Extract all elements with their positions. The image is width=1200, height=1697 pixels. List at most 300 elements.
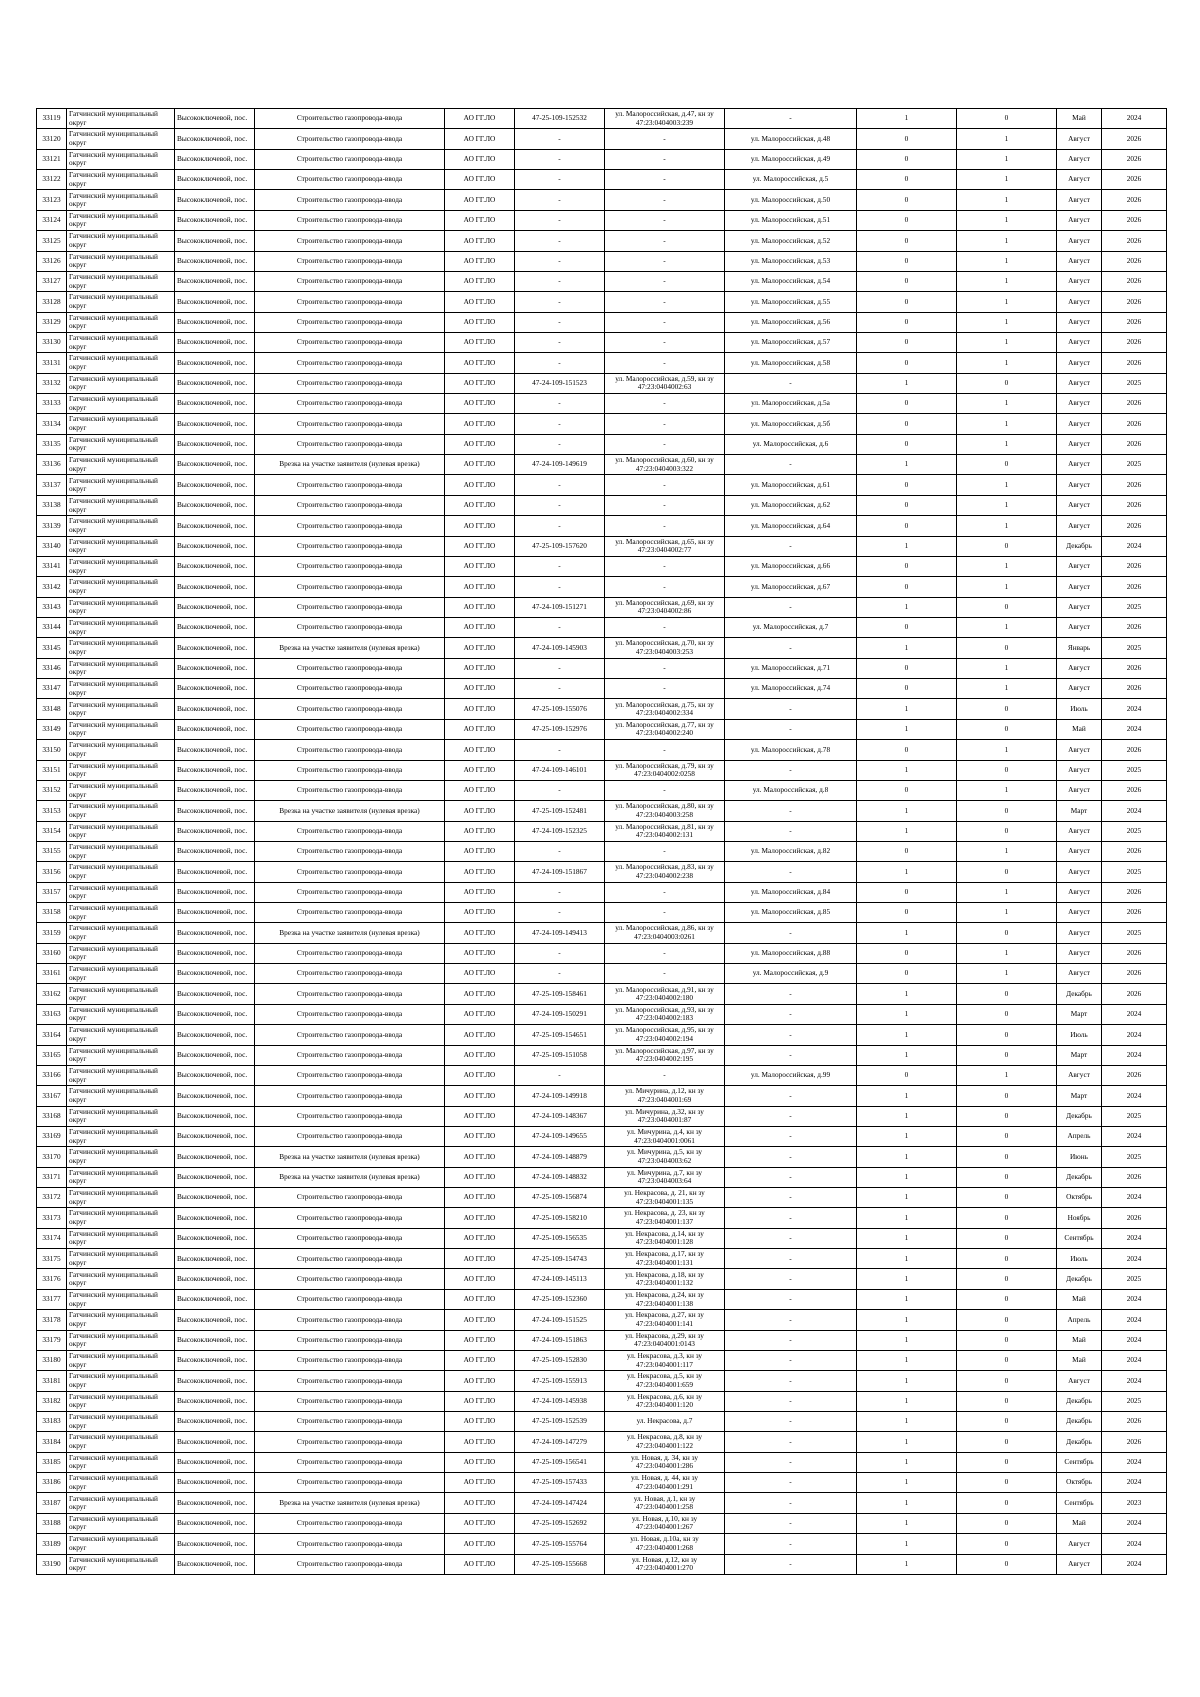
organization-cell: АО ГГ.ЛО [445,414,515,434]
month-cell: Август [1057,903,1102,923]
count-a-cell: 1 [857,862,957,882]
work-type-cell: Строительство газопровода-ввода [255,903,445,923]
count-a-cell: 0 [857,129,957,149]
table-row [37,271,1167,291]
table-row [37,1371,1167,1391]
work-type-cell: Строительство газопровода-ввода [255,353,445,373]
cadastral-address-cell: ул. Новая, д.10а, кн зу 47:23:0404001:268 [605,1534,725,1554]
table-row [37,740,1167,760]
organization-cell: АО ГГ.ЛО [445,1534,515,1554]
table-row [37,312,1167,332]
year-cell: 2026 [1102,1208,1167,1228]
month-cell: Август [1057,658,1102,678]
application-number-cell: - [515,780,605,800]
row-number: 33182 [37,1391,67,1411]
settlement-cell: Высокоключевой, пос. [175,903,255,923]
planned-address-cell: - [725,638,857,658]
organization-cell: АО ГГ.ЛО [445,1371,515,1391]
organization-cell: АО ГГ.ЛО [445,1412,515,1432]
table-row [37,617,1167,637]
table-row [37,475,1167,495]
cadastral-address-cell: ул. Мичурина, д.32, кн зу 47:23:0404001:87 [605,1106,725,1126]
settlement-cell: Высокоключевой, пос. [175,1452,255,1472]
settlement-cell: Высокоключевой, пос. [175,577,255,597]
month-cell: Август [1057,841,1102,861]
count-b-cell: 0 [957,1412,1057,1432]
table-row [37,882,1167,902]
month-cell: Август [1057,251,1102,271]
table-row [37,495,1167,515]
district-cell: Гатчинский муниципальный округ [67,821,175,841]
cadastral-address-cell: ул. Некрасова, д.18, кн зу 47:23:0404001:132 [605,1269,725,1289]
month-cell: Декабрь [1057,984,1102,1004]
row-number: 33178 [37,1310,67,1330]
organization-cell: АО ГГ.ЛО [445,210,515,230]
district-cell: Гатчинский муниципальный округ [67,1534,175,1554]
settlement-cell: Высокоключевой, пос. [175,1289,255,1309]
year-cell: 2025 [1102,638,1167,658]
work-type-cell: Строительство газопровода-ввода [255,495,445,515]
district-cell: Гатчинский муниципальный округ [67,170,175,190]
row-number: 33125 [37,231,67,251]
table-row [37,1065,1167,1085]
application-number-cell: 47-25-109-158210 [515,1208,605,1228]
application-number-cell: 47-24-109-145903 [515,638,605,658]
count-b-cell: 0 [957,1188,1057,1208]
application-number-cell: - [515,353,605,373]
planned-address-cell: ул. Малороссийская, д.88 [725,943,857,963]
row-number: 33181 [37,1371,67,1391]
count-a-cell: 1 [857,1249,957,1269]
organization-cell: АО ГГ.ЛО [445,1188,515,1208]
district-cell: Гатчинский муниципальный округ [67,760,175,780]
month-cell: Апрель [1057,1126,1102,1146]
planned-address-cell: - [725,1249,857,1269]
settlement-cell: Высокоключевой, пос. [175,1004,255,1024]
month-cell: Август [1057,373,1102,393]
count-a-cell: 1 [857,1188,957,1208]
settlement-cell: Высокоключевой, пос. [175,1065,255,1085]
work-type-cell: Строительство газопровода-ввода [255,1391,445,1411]
row-number: 33187 [37,1493,67,1513]
count-a-cell: 1 [857,373,957,393]
application-number-cell: - [515,129,605,149]
cadastral-address-cell: - [605,903,725,923]
year-cell: 2026 [1102,394,1167,414]
count-a-cell: 0 [857,434,957,454]
application-number-cell: - [515,617,605,637]
cadastral-address-cell: - [605,434,725,454]
year-cell: 2026 [1102,271,1167,291]
settlement-cell: Высокоключевой, пос. [175,1147,255,1167]
count-b-cell: 1 [957,1065,1057,1085]
cadastral-address-cell: ул. Малороссийская, д.69, кн зу 47:23:0404002:86 [605,597,725,617]
work-type-cell: Строительство газопровода-ввода [255,1045,445,1065]
district-cell: Гатчинский муниципальный округ [67,1106,175,1126]
work-type-cell: Строительство газопровода-ввода [255,862,445,882]
cadastral-address-cell: - [605,556,725,576]
work-type-cell: Строительство газопровода-ввода [255,312,445,332]
count-a-cell: 1 [857,1391,957,1411]
row-number: 33139 [37,516,67,536]
month-cell: Август [1057,394,1102,414]
settlement-cell: Высокоключевой, пос. [175,841,255,861]
application-number-cell: 47-24-109-147279 [515,1432,605,1452]
settlement-cell: Высокоключевой, пос. [175,1330,255,1350]
district-cell: Гатчинский муниципальный округ [67,251,175,271]
count-a-cell: 0 [857,475,957,495]
planned-address-cell: - [725,373,857,393]
year-cell: 2026 [1102,231,1167,251]
district-cell: Гатчинский муниципальный округ [67,1391,175,1411]
district-cell: Гатчинский муниципальный округ [67,1513,175,1533]
table-row [37,516,1167,536]
organization-cell: АО ГГ.ЛО [445,617,515,637]
organization-cell: АО ГГ.ЛО [445,1208,515,1228]
cadastral-address-cell: - [605,292,725,312]
organization-cell: АО ГГ.ЛО [445,475,515,495]
count-a-cell: 0 [857,903,957,923]
application-number-cell: - [515,679,605,699]
application-number-cell: - [515,943,605,963]
organization-cell: АО ГГ.ЛО [445,984,515,1004]
application-number-cell: 47-25-109-152692 [515,1513,605,1533]
organization-cell: АО ГГ.ЛО [445,1493,515,1513]
year-cell: 2025 [1102,1269,1167,1289]
year-cell: 2026 [1102,556,1167,576]
district-cell: Гатчинский муниципальный округ [67,1147,175,1167]
district-cell: Гатчинский муниципальный округ [67,984,175,1004]
district-cell: Гатчинский муниципальный округ [67,292,175,312]
row-number: 33147 [37,679,67,699]
district-cell: Гатчинский муниципальный округ [67,231,175,251]
month-cell: Август [1057,516,1102,536]
settlement-cell: Высокоключевой, пос. [175,821,255,841]
application-number-cell: - [515,658,605,678]
work-type-cell: Строительство газопровода-ввода [255,129,445,149]
row-number: 33121 [37,149,67,169]
count-b-cell: 0 [957,536,1057,556]
count-b-cell: 0 [957,801,1057,821]
count-a-cell: 1 [857,1412,957,1432]
year-cell: 2026 [1102,475,1167,495]
work-type-cell: Строительство газопровода-ввода [255,699,445,719]
application-number-cell: 47-24-109-150291 [515,1004,605,1024]
organization-cell: АО ГГ.ЛО [445,1086,515,1106]
count-b-cell: 1 [957,394,1057,414]
planned-address-cell: - [725,1289,857,1309]
district-cell: Гатчинский муниципальный округ [67,149,175,169]
count-b-cell: 0 [957,1310,1057,1330]
table-row [37,679,1167,699]
planned-address-cell: - [725,1493,857,1513]
month-cell: Август [1057,1534,1102,1554]
application-number-cell: 47-24-109-146101 [515,760,605,780]
work-type-cell: Строительство газопровода-ввода [255,1025,445,1045]
month-cell: Август [1057,760,1102,780]
settlement-cell: Высокоключевой, пос. [175,780,255,800]
planned-address-cell: ул. Малороссийская, д.78 [725,740,857,760]
count-a-cell: 1 [857,1167,957,1187]
row-number: 33127 [37,271,67,291]
row-number: 33157 [37,882,67,902]
month-cell: Август [1057,312,1102,332]
application-number-cell: 47-24-109-151271 [515,597,605,617]
count-b-cell: 0 [957,109,1057,129]
work-type-cell: Строительство газопровода-ввода [255,719,445,739]
application-number-cell: - [515,841,605,861]
cadastral-address-cell: - [605,577,725,597]
application-number-cell: - [515,434,605,454]
district-cell: Гатчинский муниципальный округ [67,373,175,393]
organization-cell: АО ГГ.ЛО [445,353,515,373]
settlement-cell: Высокоключевой, пос. [175,190,255,210]
year-cell: 2026 [1102,353,1167,373]
planned-address-cell: - [725,1452,857,1472]
month-cell: Август [1057,414,1102,434]
year-cell: 2026 [1102,1167,1167,1187]
cadastral-address-cell: ул. Малороссийская, д.81, кн зу 47:23:0404002:131 [605,821,725,841]
work-type-cell: Строительство газопровода-ввода [255,210,445,230]
count-a-cell: 1 [857,1310,957,1330]
cadastral-address-cell: - [605,170,725,190]
document-page [36,108,1166,1575]
year-cell: 2024 [1102,1330,1167,1350]
district-cell: Гатчинский муниципальный округ [67,1228,175,1248]
year-cell: 2026 [1102,740,1167,760]
work-type-cell: Строительство газопровода-ввода [255,516,445,536]
cadastral-address-cell: ул. Малороссийская, д.97, кн зу 47:23:0404002:195 [605,1045,725,1065]
organization-cell: АО ГГ.ЛО [445,719,515,739]
month-cell: Август [1057,353,1102,373]
cadastral-address-cell: - [605,332,725,352]
cadastral-address-cell: - [605,149,725,169]
settlement-cell: Высокоключевой, пос. [175,760,255,780]
year-cell: 2026 [1102,251,1167,271]
row-number: 33130 [37,332,67,352]
cadastral-address-cell: - [605,312,725,332]
district-cell: Гатчинский муниципальный округ [67,414,175,434]
table-row [37,760,1167,780]
planned-address-cell: ул. Малороссийская, д.71 [725,658,857,678]
settlement-cell: Высокоключевой, пос. [175,353,255,373]
organization-cell: АО ГГ.ЛО [445,1126,515,1146]
planned-address-cell: - [725,1554,857,1574]
settlement-cell: Высокоключевой, пос. [175,1371,255,1391]
month-cell: Август [1057,1371,1102,1391]
row-number: 33164 [37,1025,67,1045]
count-b-cell: 0 [957,1269,1057,1289]
month-cell: Август [1057,495,1102,515]
cadastral-address-cell: ул. Новая, д. 44, кн зу 47:23:0404001:291 [605,1473,725,1493]
row-number: 33170 [37,1147,67,1167]
month-cell: Сентябрь [1057,1493,1102,1513]
work-type-cell: Врезка на участке заявителя (нулевая врезка) [255,638,445,658]
organization-cell: АО ГГ.ЛО [445,556,515,576]
settlement-cell: Высокоключевой, пос. [175,414,255,434]
count-b-cell: 1 [957,353,1057,373]
count-a-cell: 0 [857,271,957,291]
cadastral-address-cell: ул. Некрасова, д.17, кн зу 47:23:0404001:131 [605,1249,725,1269]
district-cell: Гатчинский муниципальный округ [67,1412,175,1432]
count-a-cell: 1 [857,1473,957,1493]
cadastral-address-cell: ул. Малороссийская, д.65, кн зу 47:23:0404002:77 [605,536,725,556]
count-a-cell: 1 [857,1004,957,1024]
settlement-cell: Высокоключевой, пос. [175,1106,255,1126]
year-cell: 2025 [1102,597,1167,617]
district-cell: Гатчинский муниципальный округ [67,780,175,800]
application-number-cell: 47-24-109-151867 [515,862,605,882]
work-type-cell: Строительство газопровода-ввода [255,231,445,251]
district-cell: Гатчинский муниципальный округ [67,1188,175,1208]
year-cell: 2026 [1102,1412,1167,1432]
settlement-cell: Высокоключевой, пос. [175,251,255,271]
year-cell: 2026 [1102,149,1167,169]
cadastral-address-cell: - [605,1065,725,1085]
count-b-cell: 1 [957,903,1057,923]
row-number: 33134 [37,414,67,434]
work-type-cell: Строительство газопровода-ввода [255,1310,445,1330]
year-cell: 2025 [1102,1147,1167,1167]
year-cell: 2025 [1102,923,1167,943]
count-b-cell: 0 [957,1106,1057,1126]
planned-address-cell: - [725,1004,857,1024]
count-b-cell: 0 [957,1371,1057,1391]
count-a-cell: 0 [857,577,957,597]
month-cell: Август [1057,149,1102,169]
work-type-cell: Строительство газопровода-ввода [255,679,445,699]
month-cell: Май [1057,1330,1102,1350]
planned-address-cell: - [725,1228,857,1248]
planned-address-cell: ул. Малороссийская, д.67 [725,577,857,597]
row-number: 33126 [37,251,67,271]
settlement-cell: Высокоключевой, пос. [175,271,255,291]
settlement-cell: Высокоключевой, пос. [175,475,255,495]
count-b-cell: 0 [957,1391,1057,1411]
year-cell: 2025 [1102,821,1167,841]
year-cell: 2026 [1102,495,1167,515]
count-a-cell: 1 [857,1534,957,1554]
application-number-cell: - [515,251,605,271]
application-number-cell: 47-24-109-149655 [515,1126,605,1146]
planned-address-cell: - [725,1167,857,1187]
planned-address-cell: ул. Малороссийская, д.50 [725,190,857,210]
count-a-cell: 0 [857,312,957,332]
cadastral-address-cell: ул. Малороссийская, д.86, кн зу 47:23:0404003:0261 [605,923,725,943]
count-b-cell: 0 [957,1493,1057,1513]
row-number: 33144 [37,617,67,637]
cadastral-address-cell: - [605,679,725,699]
row-number: 33172 [37,1188,67,1208]
work-type-cell: Строительство газопровода-ввода [255,1432,445,1452]
settlement-cell: Высокоключевой, пос. [175,638,255,658]
settlement-cell: Высокоключевой, пос. [175,1493,255,1513]
month-cell: Декабрь [1057,1432,1102,1452]
settlement-cell: Высокоключевой, пос. [175,1086,255,1106]
table-row [37,1147,1167,1167]
district-cell: Гатчинский муниципальный округ [67,129,175,149]
row-number: 33183 [37,1412,67,1432]
month-cell: Август [1057,679,1102,699]
cadastral-address-cell: ул. Малороссийская, д.47, кн зу 47:23:0404003:239 [605,109,725,129]
month-cell: Декабрь [1057,536,1102,556]
planned-address-cell: - [725,1086,857,1106]
month-cell: Август [1057,882,1102,902]
table-row [37,1289,1167,1309]
year-cell: 2024 [1102,1004,1167,1024]
cadastral-address-cell: - [605,353,725,373]
table-row [37,801,1167,821]
year-cell: 2024 [1102,1534,1167,1554]
organization-cell: АО ГГ.ЛО [445,1025,515,1045]
district-cell: Гатчинский муниципальный округ [67,699,175,719]
district-cell: Гатчинский муниципальный округ [67,943,175,963]
organization-cell: АО ГГ.ЛО [445,231,515,251]
cadastral-address-cell: ул. Новая, д.1, кн зу 47:23:0404001:258 [605,1493,725,1513]
work-type-cell: Строительство газопровода-ввода [255,251,445,271]
month-cell: Июль [1057,699,1102,719]
cadastral-address-cell: - [605,414,725,434]
cadastral-address-cell: ул. Новая, д.12, кн зу 47:23:0404001:270 [605,1554,725,1574]
month-cell: Август [1057,617,1102,637]
settlement-cell: Высокоключевой, пос. [175,1126,255,1146]
cadastral-address-cell: - [605,516,725,536]
table-row [37,149,1167,169]
count-b-cell: 1 [957,556,1057,576]
table-row [37,109,1167,129]
year-cell: 2024 [1102,699,1167,719]
application-number-cell: 47-25-109-152481 [515,801,605,821]
cadastral-address-cell: ул. Мичурина, д.4, кн зу 47:23:0404001:0061 [605,1126,725,1146]
row-number: 33166 [37,1065,67,1085]
count-b-cell: 1 [957,129,1057,149]
table-row [37,353,1167,373]
planned-address-cell: ул. Малороссийская, д.55 [725,292,857,312]
organization-cell: АО ГГ.ЛО [445,699,515,719]
row-number: 33120 [37,129,67,149]
application-number-cell: - [515,964,605,984]
organization-cell: АО ГГ.ЛО [445,964,515,984]
count-b-cell: 0 [957,1513,1057,1533]
count-a-cell: 0 [857,740,957,760]
table-row [37,923,1167,943]
district-cell: Гатчинский муниципальный округ [67,862,175,882]
row-number: 33171 [37,1167,67,1187]
count-b-cell: 1 [957,190,1057,210]
organization-cell: АО ГГ.ЛО [445,292,515,312]
work-type-cell: Врезка на участке заявителя (нулевая врезка) [255,1147,445,1167]
cadastral-address-cell: ул. Малороссийская, д.80, кн зу 47:23:0404003:258 [605,801,725,821]
application-number-cell: 47-25-109-156535 [515,1228,605,1248]
settlement-cell: Высокоключевой, пос. [175,129,255,149]
month-cell: Август [1057,923,1102,943]
table-row [37,984,1167,1004]
planned-address-cell: ул. Малороссийская, д.85 [725,903,857,923]
organization-cell: АО ГГ.ЛО [445,780,515,800]
month-cell: Сентябрь [1057,1228,1102,1248]
settlement-cell: Высокоключевой, пос. [175,1188,255,1208]
district-cell: Гатчинский муниципальный округ [67,1086,175,1106]
cadastral-address-cell: ул. Малороссийская, д.60, кн зу 47:23:0404003:322 [605,455,725,475]
district-cell: Гатчинский муниципальный округ [67,1473,175,1493]
work-type-cell: Строительство газопровода-ввода [255,556,445,576]
year-cell: 2024 [1102,1086,1167,1106]
planned-address-cell: - [725,455,857,475]
settlement-cell: Высокоключевой, пос. [175,312,255,332]
cadastral-address-cell: ул. Мичурина, д.12, кн зу 47:23:0404001:69 [605,1086,725,1106]
table-row [37,1167,1167,1187]
year-cell: 2026 [1102,414,1167,434]
